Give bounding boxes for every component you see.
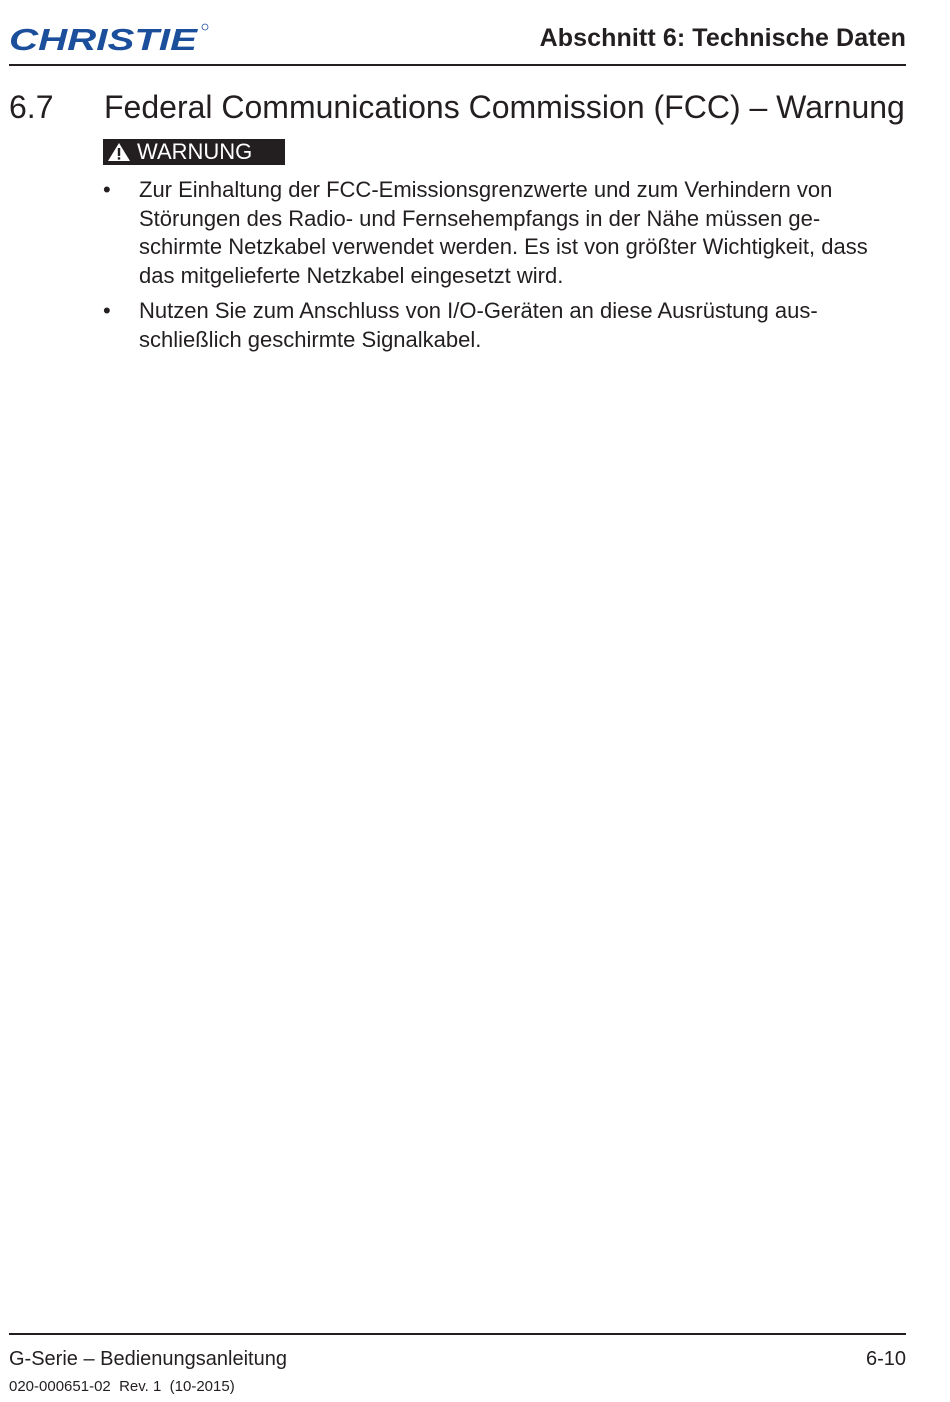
document-number: 020-000651-02 Rev. 1 (10-2015) (9, 1378, 235, 1395)
bullet-line: Störungen des Radio- und Fernsehempfangs in der Nähe müssen ge- (139, 205, 821, 231)
bullet-line: schirmte Netzkabel verwendet werden. Es ist von größter Wichtigkeit, dass (139, 234, 868, 259)
bullet-line: das mitgelieferte Netzkabel eingesetzt wird. (139, 262, 564, 288)
warning-triangle-icon (107, 142, 131, 162)
bullet-line: Nutzen Sie zum Anschluss von I/O-Geräten an diese Ausrüstung aus- (139, 298, 818, 323)
warning-bullet-list (103, 176, 913, 361)
footer-divider (9, 1333, 906, 1335)
page-number: 6-10 (865, 1348, 906, 1370)
christie-logo (9, 22, 209, 56)
bullet-line: schließlich geschirmte Signalkabel. (139, 326, 482, 352)
bullet-icon: • (103, 298, 111, 323)
section-header-title: Abschnitt 6: Technische Daten (539, 24, 906, 52)
header-divider (9, 64, 906, 66)
footer-title: G-Serie – Bedienungsanleitung (9, 1348, 287, 1370)
section-title: Federal Communications Commission (FCC) – Warnung (104, 89, 905, 125)
christie-logo-graphic (9, 22, 209, 56)
warning-label: WARNUNG (137, 139, 253, 164)
list-item (103, 176, 913, 290)
warning-banner (103, 139, 285, 165)
svg-text:CHRISTIE: CHRISTIE (9, 22, 199, 56)
bullet-icon: • (103, 177, 111, 202)
bullet-line: Zur Einhaltung der FCC-Emissionsgrenzwerte und zum Verhindern von (139, 177, 833, 202)
section-number: 6.7 (9, 89, 54, 125)
list-item (103, 297, 913, 354)
